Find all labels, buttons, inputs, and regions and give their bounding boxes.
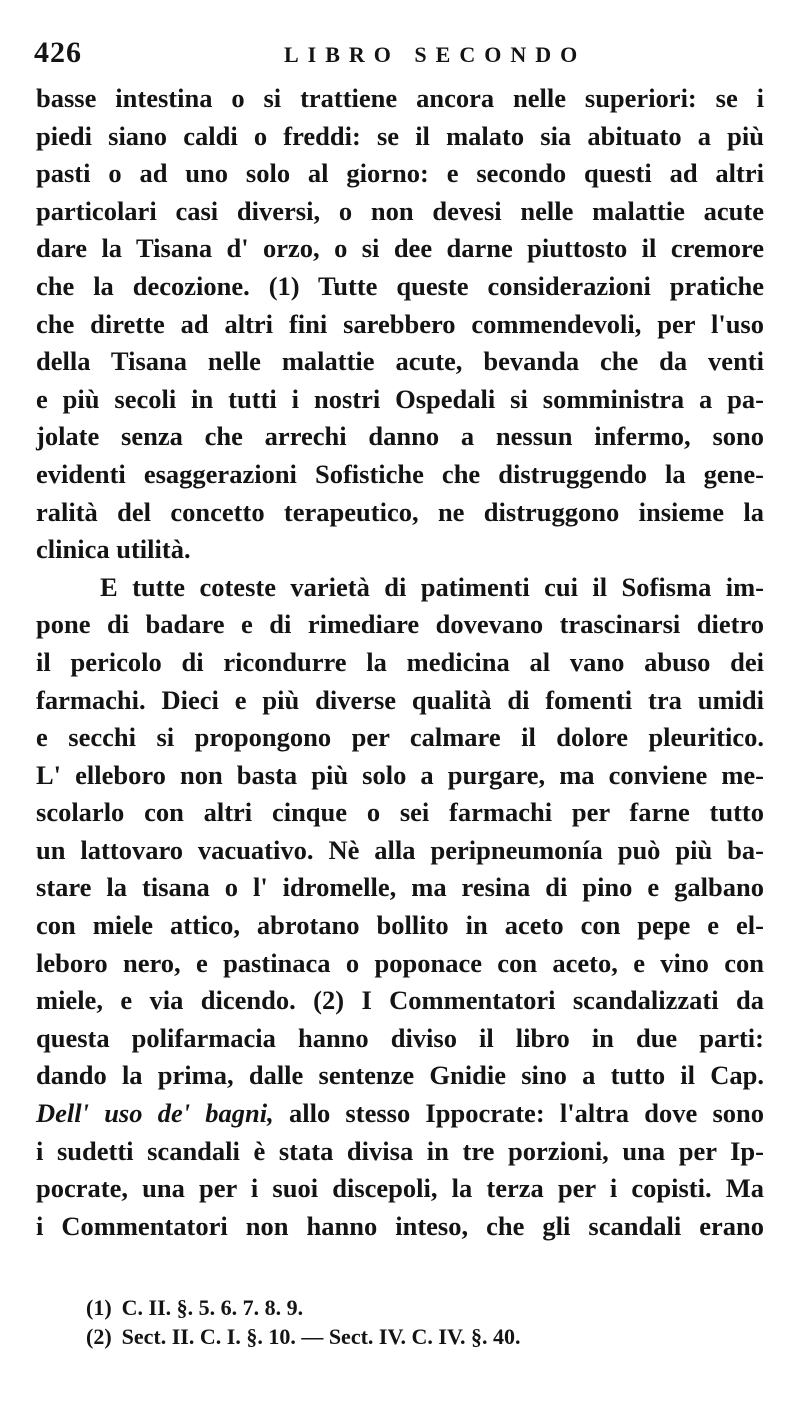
text-line: leboro nero, e pastinaca o poponace con aceto, e vino con bbox=[36, 947, 764, 978]
italic-reference: Dell' uso de' bagni, bbox=[36, 1098, 274, 1129]
footnote-mark: (2) bbox=[86, 1324, 112, 1349]
text-line: un lattovaro vacuativo. Nè alla peripneumonía può più ba- bbox=[36, 834, 764, 865]
text-line: e secchi si propongono per calmare il dolore pleuritico. bbox=[36, 722, 764, 753]
text-line: clinica utilità. bbox=[36, 534, 191, 565]
footnote bbox=[86, 1322, 686, 1351]
text-line: jolate senza che arrechi danno a nessun infermo, sono bbox=[36, 421, 764, 452]
text-line: L' elleboro non basta più solo a purgare, ma conviene me- bbox=[36, 759, 764, 790]
footnotes bbox=[86, 1293, 686, 1351]
text-line: questa polifarmacia hanno diviso il libro in due parti: bbox=[36, 1022, 764, 1053]
footnote-mark: (1) bbox=[86, 1295, 112, 1320]
page-header bbox=[34, 36, 764, 76]
text-line: e più secoli in tutti i nostri Ospedali si somministra a pa- bbox=[36, 383, 764, 414]
text-line: farmachi. Dieci e più diverse qualità di fomenti tra umidi bbox=[36, 684, 764, 715]
footnote-text: C. II. §. 5. 6. 7. 8. 9. bbox=[121, 1295, 304, 1320]
text-line: pocrate, una per i suoi discepoli, la terza per i copisti. Ma bbox=[36, 1173, 764, 1204]
text-line: stare la tisana o l' idromelle, ma resina di pino e galbano bbox=[36, 872, 764, 903]
text-line: con miele attico, abrotano bollito in aceto con pepe e el- bbox=[36, 910, 764, 941]
text-line: evidenti esaggerazioni Sofistiche che distruggendo la gene- bbox=[36, 458, 764, 489]
text-line: i Commentatori non hanno inteso, che gli scandali erano bbox=[36, 1210, 764, 1241]
text-line: scolarlo con altri cinque o sei farmachi per farne tutto bbox=[36, 797, 764, 828]
footnote-text: Sect. II. C. I. §. 10. — Sect. IV. C. IV. §. 40. bbox=[121, 1324, 521, 1349]
text-line-rest: allo stesso Ippocrate: l'altra dove sono bbox=[289, 1098, 765, 1129]
text-line: piedi siano caldi o freddi: se il malato sia abituato a più bbox=[36, 120, 764, 151]
text-line: basse intestina o si trattiene ancora nelle superiori: se i bbox=[36, 83, 764, 113]
text-line: il pericolo di ricondurre la medicina al vano abuso dei bbox=[36, 646, 764, 677]
text-line: che la decozione. (1) Tutte queste considerazioni pratiche bbox=[36, 270, 764, 301]
text-line: pasti o ad uno solo al giorno: e secondo questi ad altri bbox=[36, 158, 764, 189]
body-text bbox=[36, 80, 764, 1245]
text-line: che dirette ad altri fini sarebbero commendevoli, per l'uso bbox=[36, 308, 764, 339]
text-line: particolari casi diversi, o non devesi nelle malattie acute bbox=[36, 195, 764, 226]
text-line: miele, e via dicendo. (2) I Commentatori scandalizzati da bbox=[36, 985, 764, 1016]
text-line: dando la prima, dalle sentenze Gnidie sino a tutto il Cap. bbox=[36, 1060, 764, 1091]
text-line: della Tisana nelle malattie acute, bevanda che da venti bbox=[36, 346, 764, 377]
text-line: pone di badare e di rimediare dovevano trascinarsi dietro bbox=[36, 609, 764, 640]
text-line: dare la Tisana d' orzo, o si dee darne piuttosto il cremore bbox=[36, 233, 764, 264]
footnote bbox=[86, 1293, 686, 1322]
text-line-with-italic-reference bbox=[36, 1095, 764, 1133]
text-line: i sudetti scandali è stata divisa in tre porzioni, una per Ip- bbox=[36, 1135, 764, 1166]
text-line: ralità del concetto terapeutico, ne distruggono insieme la bbox=[36, 496, 764, 527]
page-number: 426 bbox=[34, 36, 82, 69]
running-title: LIBRO SECONDO bbox=[284, 42, 587, 67]
paragraph-start-line: E tutte coteste varietà di patimenti cui il Sofisma im- bbox=[100, 571, 764, 602]
